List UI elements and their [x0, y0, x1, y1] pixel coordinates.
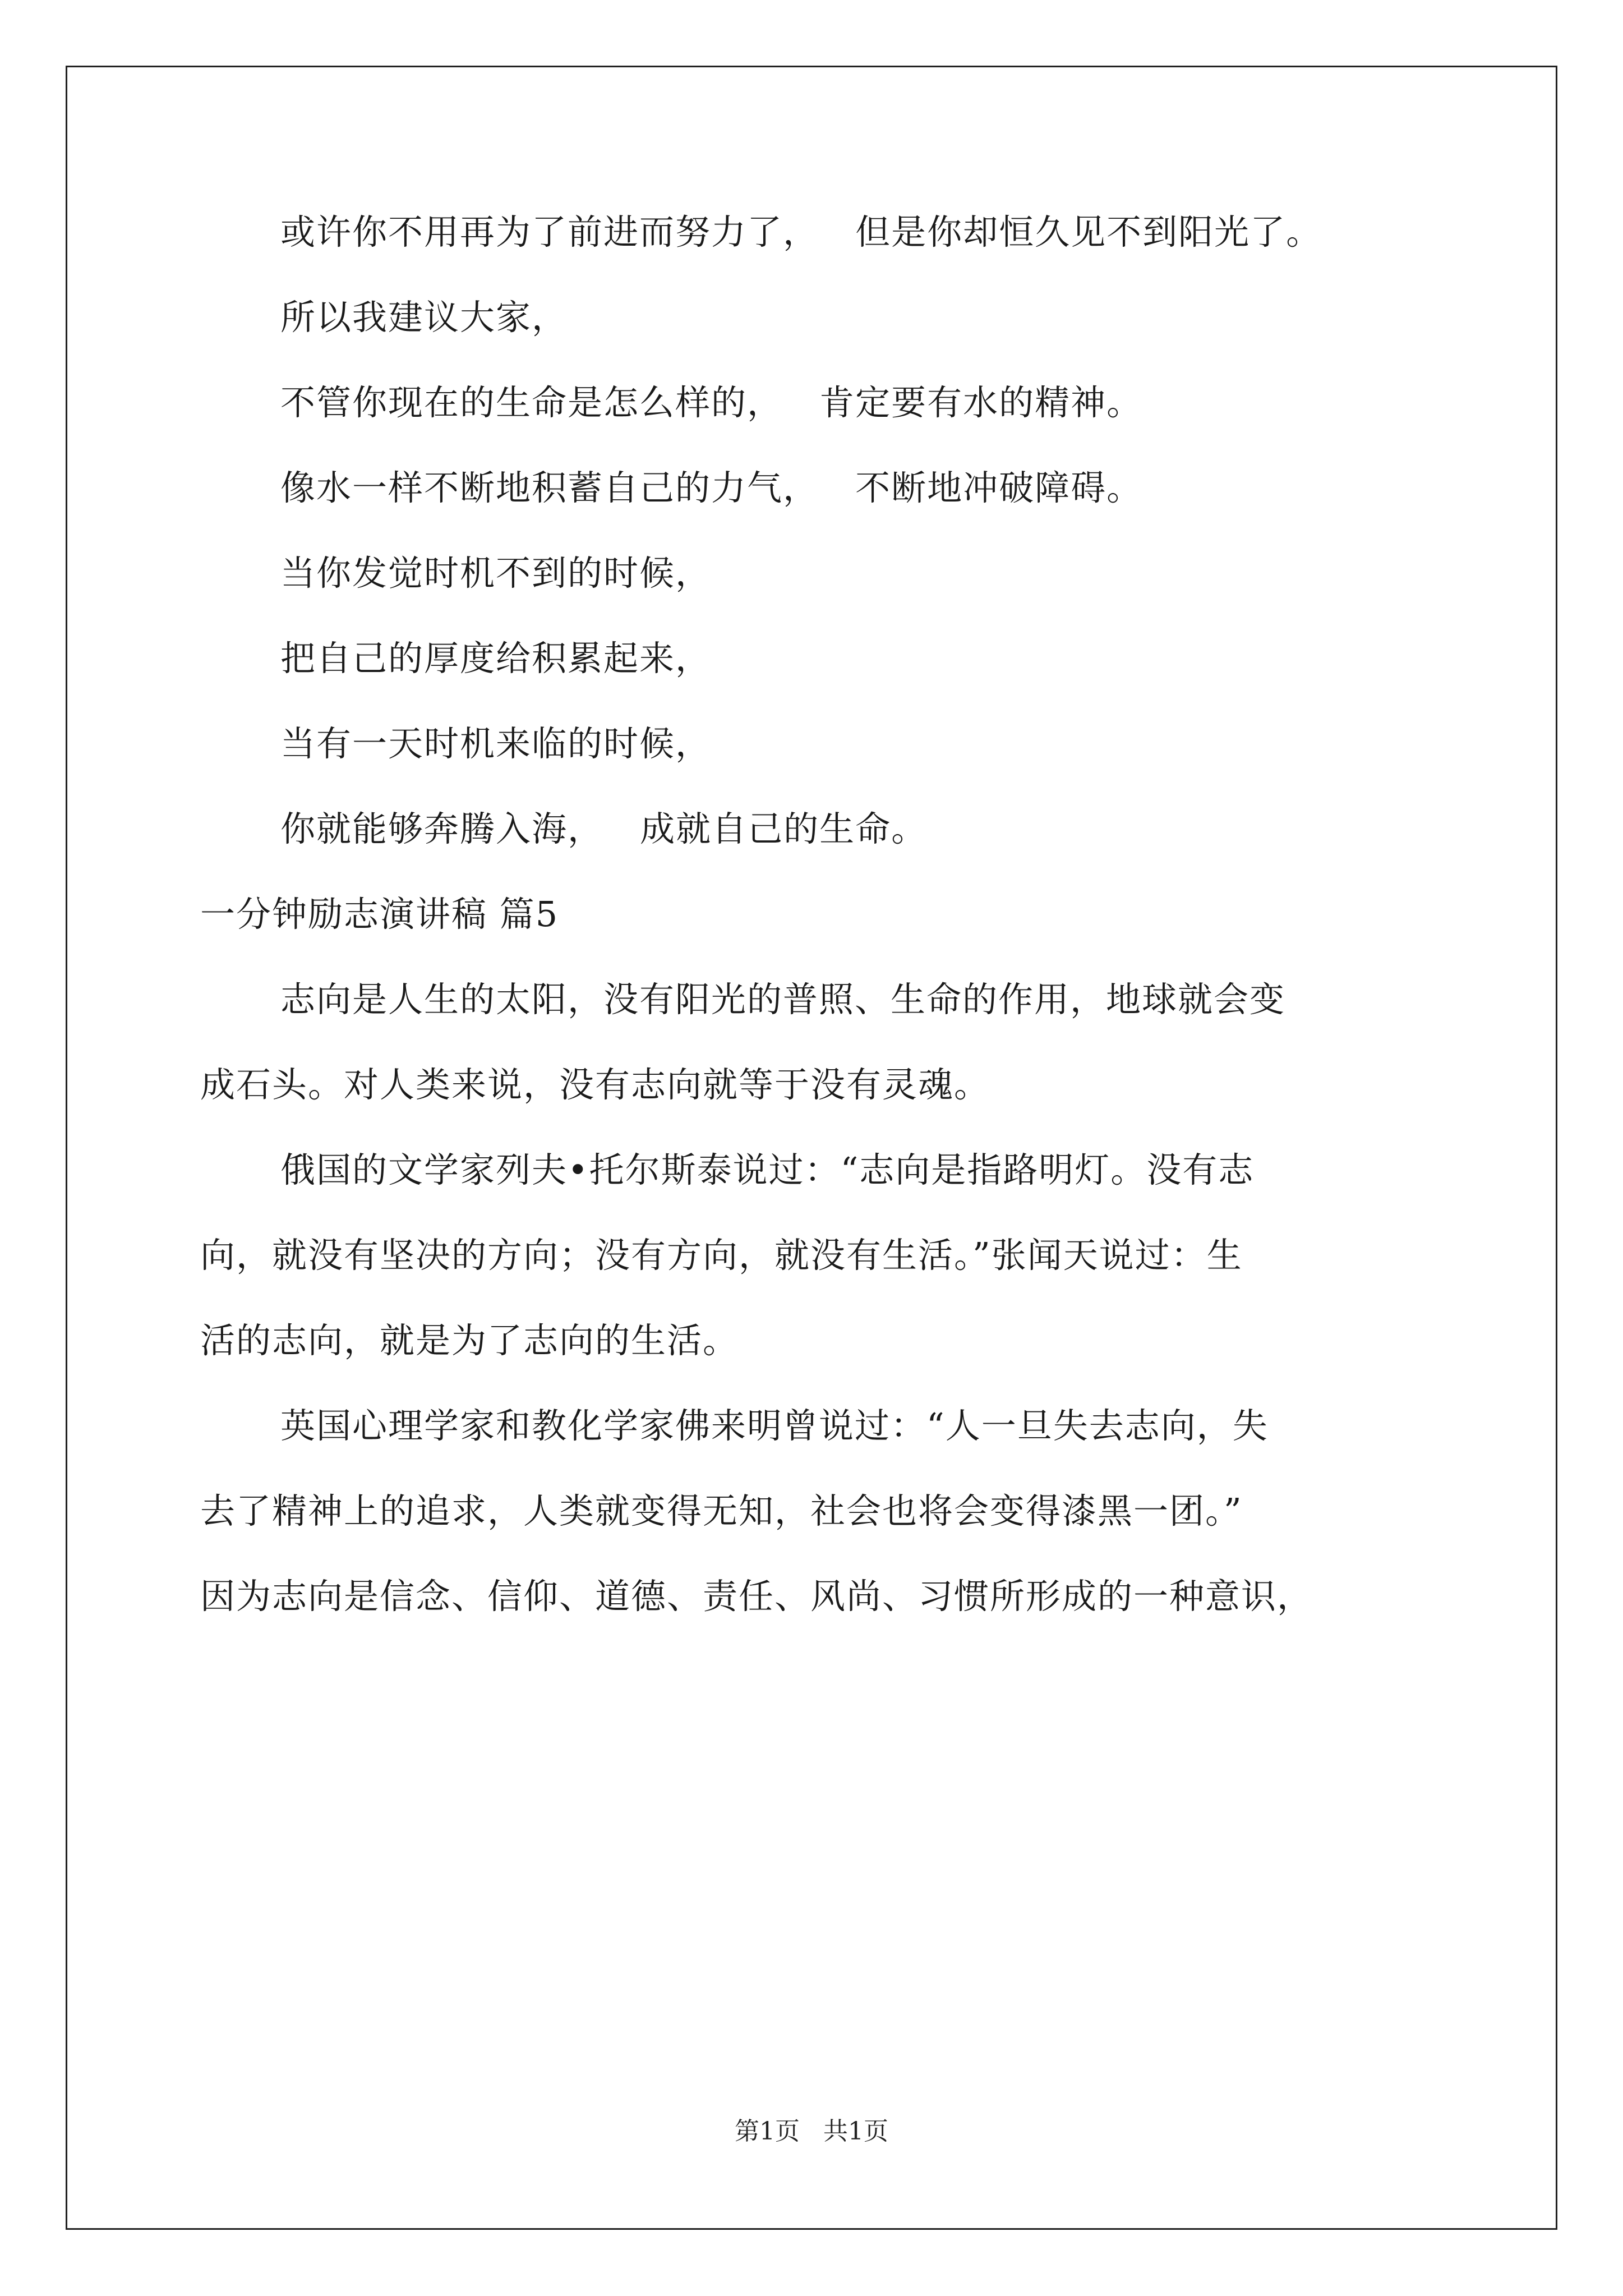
paragraph-line: 成石头。对人类来说，没有志向就等于没有灵魂。 [200, 1064, 990, 1105]
body-line: 不管你现在的生命是怎么样的， 肯定要有水的精神。 [280, 382, 1143, 423]
paragraph-line: 向，就没有坚决的方向；没有方向，就没有生活。”张闻天说过：生 [200, 1235, 1243, 1276]
paragraph-line: 因为志向是信念、信仰、道德、责任、风尚、习惯所形成的一种意识， [200, 1576, 1313, 1617]
body-line: 你就能够奔腾入海， 成就自己的生命。 [280, 808, 928, 849]
body-line: 所以我建议大家， [280, 297, 568, 338]
page-footer: 第1页 共1页 [735, 2117, 888, 2146]
body-line: 当有一天时机来临的时候， [280, 723, 712, 764]
body-line: 当你发觉时机不到的时候， [280, 553, 712, 593]
body-line: 像水一样不断地积蓄自己的力气， 不断地冲破障碍。 [280, 467, 1143, 508]
body-line: 或许你不用再为了前进而努力了， 但是你却恒久见不到阳光了。 [280, 211, 1322, 252]
body-line: 把自己的厚度给积累起来， [280, 638, 712, 679]
section-heading: 一分钟励志演讲稿 篇5 [200, 894, 559, 935]
paragraph-line: 英国心理学家和教化学家佛来明曾说过：“人一旦失去志向，失 [280, 1405, 1269, 1446]
paragraph-line: 志向是人生的太阳，没有阳光的普照、生命的作用，地球就会变 [280, 979, 1286, 1020]
paragraph-line: 活的志向，就是为了志向的生活。 [200, 1320, 739, 1361]
paragraph-line: 去了精神上的追求，人类就变得无知，社会也将会变得漆黑一团。” [200, 1490, 1243, 1531]
paragraph-line: 俄国的文学家列夫•托尔斯泰说过：“志向是指路明灯。没有志 [280, 1149, 1255, 1190]
